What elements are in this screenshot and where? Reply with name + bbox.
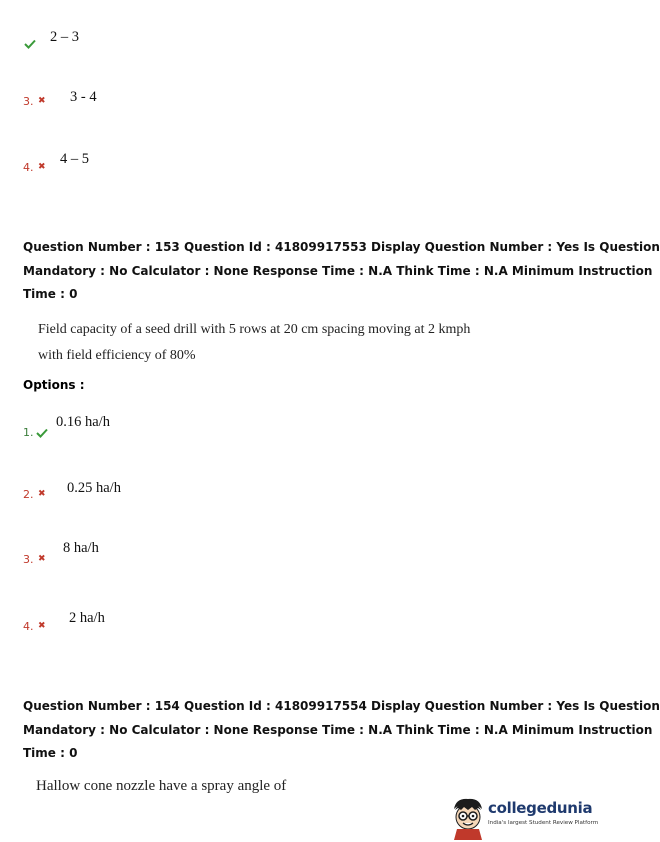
question-text-line: Field capacity of a seed drill with 5 rows at 20 cm spacing moving at 2 kmph [38, 322, 471, 337]
cross-icon: ✖ [38, 162, 46, 172]
option-number: 3. [23, 553, 34, 566]
question-header [23, 695, 660, 766]
cross-icon: ✖ [38, 96, 46, 106]
option-number: 3. [23, 95, 34, 108]
logo-wordmark: collegedunia [488, 799, 593, 817]
logo-tagline: India's largest Student Review Platform [488, 820, 599, 826]
option-text: 2 – 3 [50, 29, 79, 45]
header-line: Question Number : 153 Question Id : 41809917553 Display Question Number : Yes Is Question [23, 240, 660, 254]
options-label: Options : [23, 378, 85, 392]
option-text: 8 ha/h [63, 540, 99, 556]
header-line: Mandatory : No Calculator : None Response Time : N.A Think Time : N.A Minimum Instruction [23, 263, 653, 278]
option-text: 3 - 4 [70, 89, 97, 105]
option-text: 0.25 ha/h [67, 480, 121, 496]
question-text-line: Hallow cone nozzle have a spray angle of [36, 778, 287, 794]
question-text-line: with field efficiency of 80% [38, 348, 196, 363]
option-text: 2 ha/h [69, 610, 105, 626]
header-line: Time : 0 [23, 746, 78, 760]
option-text: 4 – 5 [60, 151, 89, 167]
option-number: 2. [23, 488, 34, 501]
cross-icon: ✖ [38, 489, 46, 499]
cross-icon: ✖ [38, 621, 46, 631]
question-header [23, 236, 660, 307]
option-number: 1. [23, 426, 34, 439]
collegedunia-logo [448, 795, 599, 840]
option-number: 4. [23, 161, 34, 174]
cross-icon: ✖ [38, 554, 46, 564]
option-number: 4. [23, 620, 34, 633]
mascot-icon [448, 795, 488, 840]
header-line: Question Number : 154 Question Id : 41809917554 Display Question Number : Yes Is Question [23, 699, 660, 713]
option-text: 0.16 ha/h [56, 414, 110, 430]
check-icon [36, 428, 48, 438]
check-icon [24, 39, 36, 49]
header-line: Time : 0 [23, 287, 78, 301]
header-line: Mandatory : No Calculator : None Response Time : N.A Think Time : N.A Minimum Instruction [23, 722, 653, 737]
